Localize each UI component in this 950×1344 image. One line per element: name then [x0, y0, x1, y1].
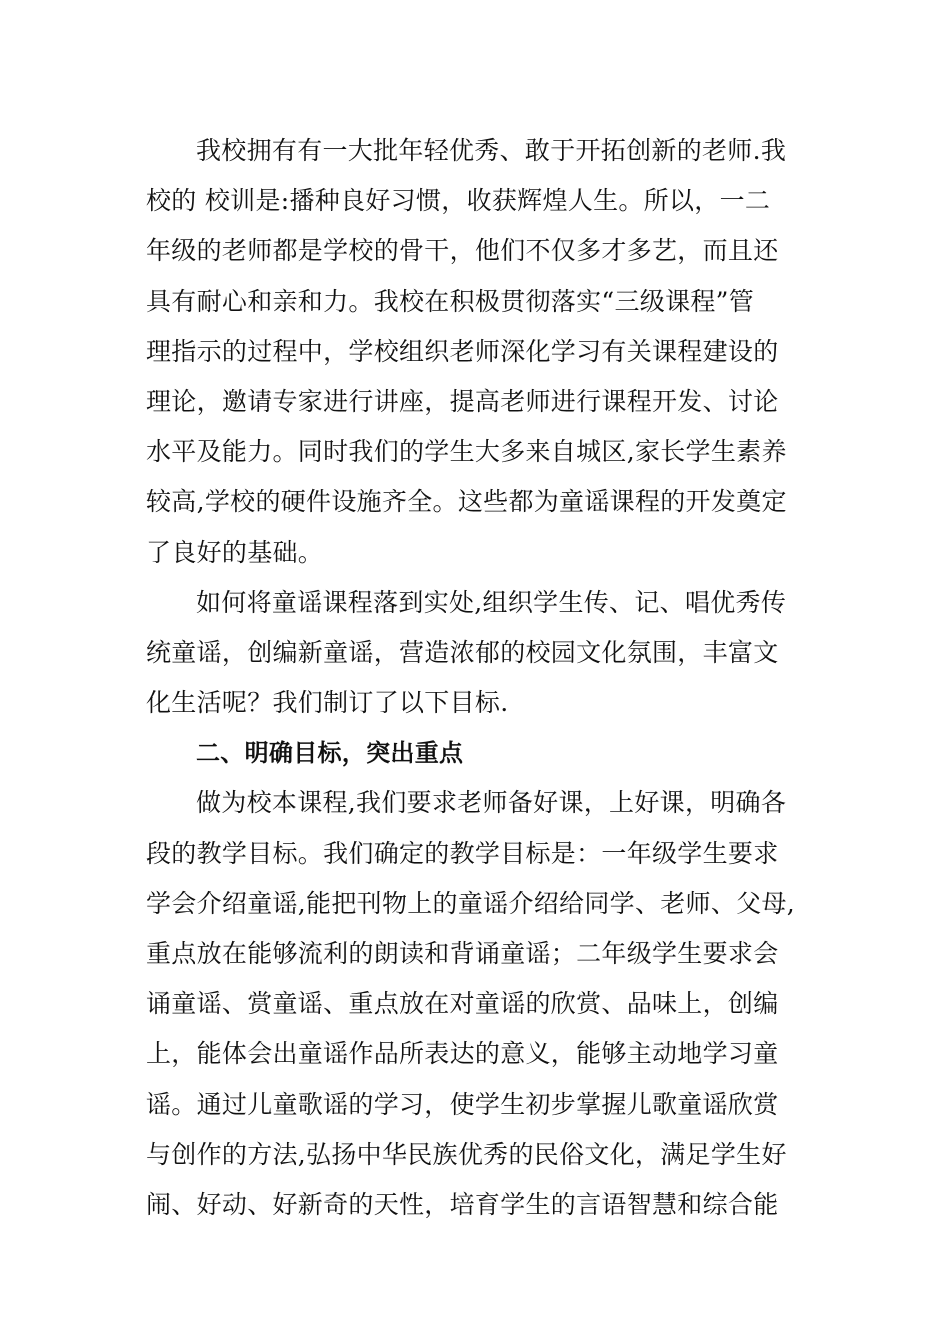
- paragraph-line: 段的教学目标。我们确定的教学目标是：一年级学生要求: [146, 838, 779, 868]
- paragraph-line: 学会介绍童谣,能把刊物上的童谣介绍给同学、老师、父母,: [146, 888, 795, 918]
- paragraph-line: 与创作的方法,弘扬中华民族优秀的民俗文化，满足学生好: [146, 1139, 787, 1169]
- paragraph-line: 如何将童谣课程落到实处,组织学生传、记、唱优秀传: [196, 587, 787, 617]
- paragraph-line: 水平及能力。同时我们的学生大多来自城区,家长学生素养: [146, 437, 787, 467]
- paragraph-line: 校的 校训是:播种良好习惯，收获辉煌人生。所以，一二: [146, 186, 771, 216]
- paragraph-line: 我校拥有有一大批年轻优秀、敢于开拓创新的老师.我: [196, 136, 787, 165]
- section-heading: 二、明确目标，突出重点: [196, 739, 464, 768]
- body-text: [146, 126, 816, 1230]
- paragraph-line: 重点放在能够流利的朗读和背诵童谣；二年级学生要求会: [146, 939, 779, 968]
- paragraph-line: 诵童谣、赏童谣、重点放在对童谣的欣赏、品味上，创编: [146, 989, 779, 1019]
- paragraph-line: 了良好的基础。: [146, 537, 324, 567]
- paragraph-line: 理论，邀请专家进行讲座，提高老师进行课程开发、讨论: [146, 386, 779, 416]
- paragraph-line: 统童谣，创编新童谣，营造浓郁的校园文化氛围，丰富文: [146, 637, 779, 667]
- paragraph-line: 理指示的过程中，学校组织老师深化学习有关课程建设的: [146, 336, 779, 366]
- paragraph-line: 上，能体会出童谣作品所表达的意义，能够主动地学习童: [146, 1039, 779, 1069]
- paragraph-line: 闹、好动、好新奇的天性，培育学生的言语智慧和综合能: [146, 1189, 779, 1219]
- paragraph-line: 谣。通过儿童歌谣的学习，使学生初步掌握儿歌童谣欣赏: [146, 1089, 779, 1119]
- paragraph-line: 具有耐心和亲和力。我校在积极贯彻落实“三级课程”管: [146, 286, 755, 316]
- paragraph-line: 较高,学校的硬件设施齐全。这些都为童谣课程的开发奠定: [146, 487, 787, 517]
- paragraph-line: 做为校本课程,我们要求老师备好课，上好课，明确各: [196, 788, 787, 818]
- paragraph-line: 年级的老师都是学校的骨干，他们不仅多才多艺，而且还: [146, 236, 779, 266]
- paragraph-line: 化生活呢？我们制订了以下目标.: [146, 688, 509, 718]
